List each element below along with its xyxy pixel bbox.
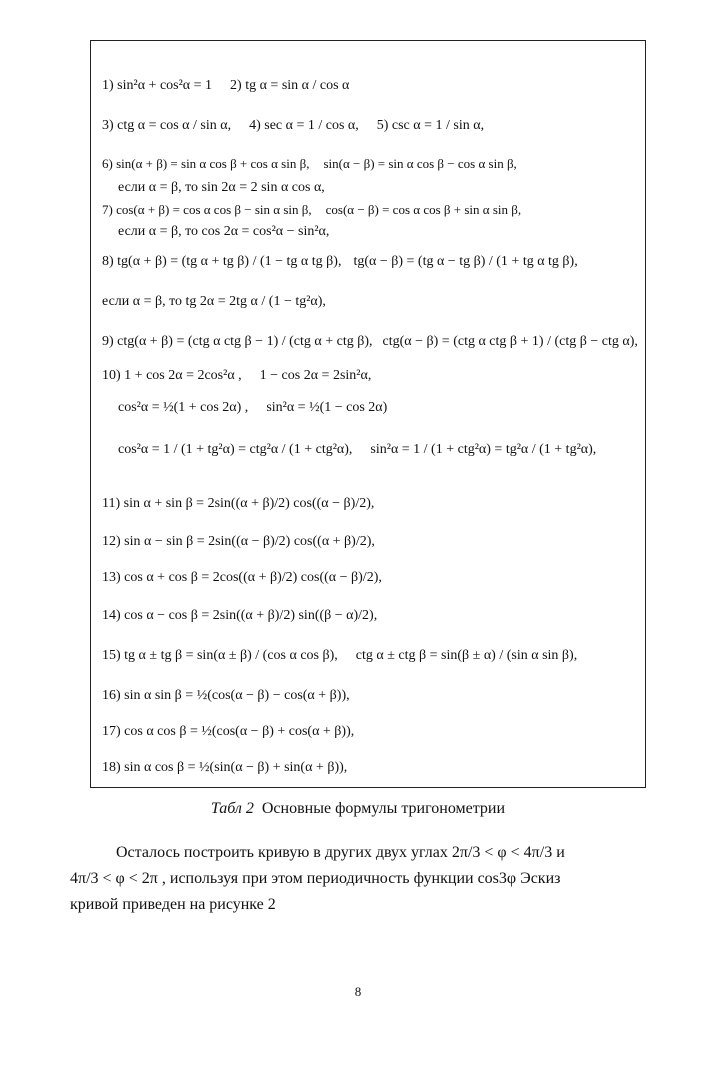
formula-line: 13) cos α + cos β = 2cos((α + β)/2) cos((α − β)/2), (102, 570, 382, 585)
formula-line: 6) sin(α + β) = sin α cos β + cos α sin β, sin(α − β) = sin α cos β − cos α sin β, (102, 156, 517, 171)
caption-label: Табл 2 (210, 800, 254, 817)
paragraph-line: 4π/3 < φ < 2π , используя при этом периодичность функции cos3φ Эскиз (70, 870, 561, 887)
paragraph-line: кривой приведен на рисунке 2 (70, 896, 276, 913)
formula-line: 1) sin²α + cos²α = 1 2) tg α = sin α / cos α (102, 78, 350, 93)
formula-line: 10) 1 + cos 2α = 2cos²α , 1 − cos 2α = 2sin²α, (102, 368, 372, 383)
formula-line: 18) sin α cos β = ½(sin(α − β) + sin(α + β)), (102, 760, 348, 775)
caption-text: Основные формулы тригонометрии (261, 800, 506, 817)
formula-line: 15) tg α ± tg β = sin(α ± β) / (cos α cos β), ctg α ± ctg β = sin(β ± α) / (sin α sin β), (102, 648, 578, 663)
formula-line: если α = β, то tg 2α = 2tg α / (1 − tg²α), (102, 294, 326, 309)
formula-line: если α = β, то cos 2α = cos²α − sin²α, (118, 224, 330, 239)
formula-line: если α = β, то sin 2α = 2 sin α cos α, (118, 180, 325, 195)
formula-line: 14) cos α − cos β = 2sin((α + β)/2) sin((β − α)/2), (102, 608, 378, 623)
formula-line: 16) sin α sin β = ½(cos(α − β) − cos(α + β)), (102, 688, 350, 703)
formula-line: 17) cos α cos β = ½(cos(α − β) + cos(α + β)), (102, 724, 355, 739)
formula-line: 12) sin α − sin β = 2sin((α − β)/2) cos((α + β)/2), (102, 534, 375, 549)
body-paragraph (70, 840, 680, 918)
formula-line: cos²α = ½(1 + cos 2α) , sin²α = ½(1 − cos 2α) (118, 400, 388, 415)
page-number: 8 (354, 984, 362, 999)
paragraph-line: Осталось построить кривую в других двух углах 2π/3 < φ < 4π/3 и (116, 844, 565, 861)
formula-line: cos²α = 1 / (1 + tg²α) = ctg²α / (1 + ctg²α), sin²α = 1 / (1 + ctg²α) = tg²α / (1 + tg²α), (118, 442, 597, 457)
formula-line: 3) ctg α = cos α / sin α, 4) sec α = 1 / cos α, 5) csc α = 1 / sin α, (102, 118, 485, 133)
formula-line: 7) cos(α + β) = cos α cos β − sin α sin β, cos(α − β) = cos α cos β + sin α sin β, (102, 202, 522, 217)
formula-line: 8) tg(α + β) = (tg α + tg β) / (1 − tg α tg β), tg(α − β) = (tg α − tg β) / (1 + tg α tg β), (102, 254, 578, 269)
table-caption (0, 800, 716, 818)
formula-line: 9) ctg(α + β) = (ctg α ctg β − 1) / (ctg α + ctg β), ctg(α − β) = (ctg α ctg β + 1) / (ctg β − ctg α), (102, 334, 638, 349)
formula-line: 11) sin α + sin β = 2sin((α + β)/2) cos((α − β)/2), (102, 496, 375, 511)
